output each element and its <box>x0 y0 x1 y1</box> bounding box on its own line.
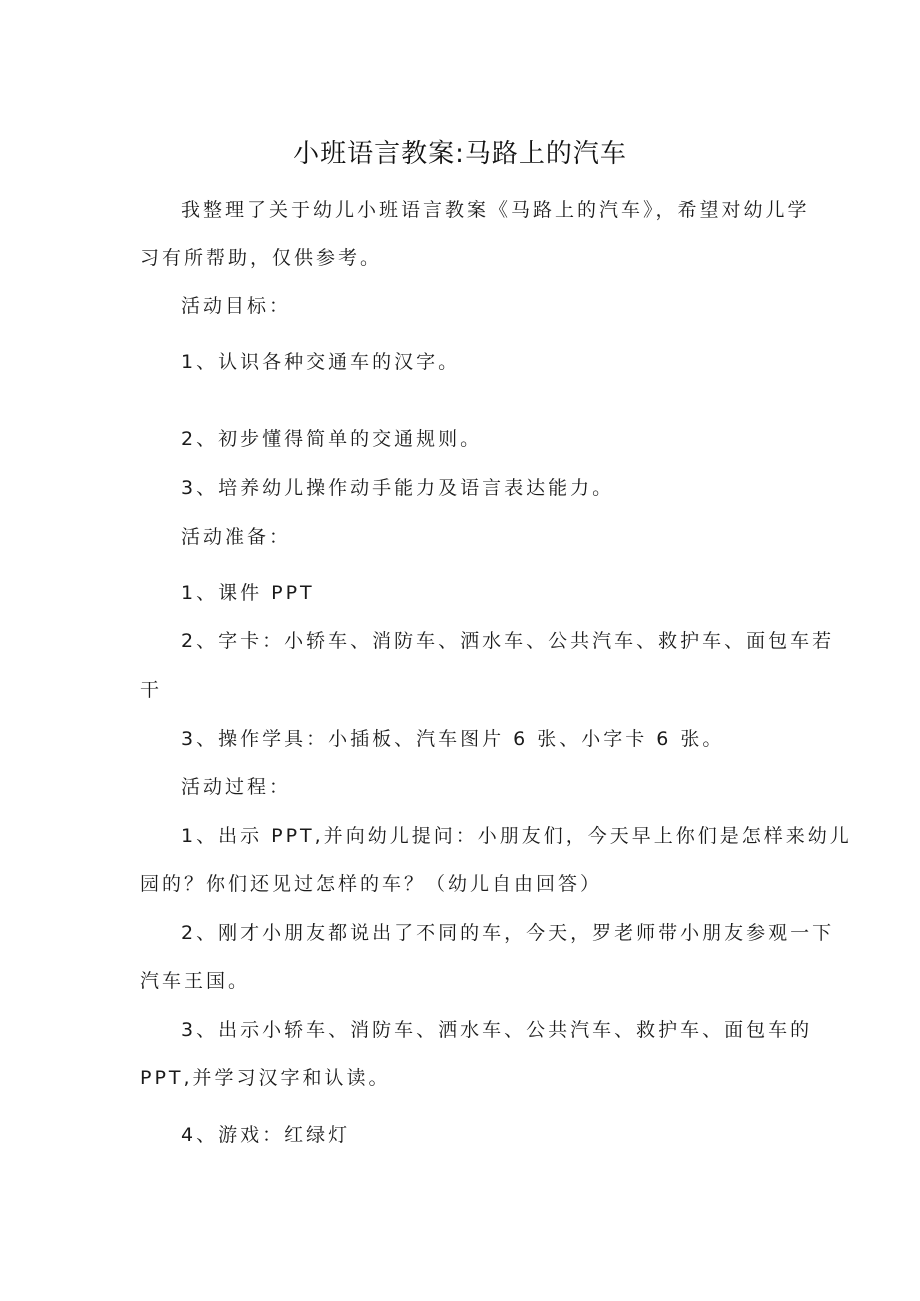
process-step-3-line-2: PPT,并学习汉字和认读。 <box>140 1067 391 1089</box>
process-step-2-line-1: 2、刚才小朋友都说出了不同的车，今天，罗老师带小朋友参观一下 <box>181 922 835 944</box>
preparation-item-2-line-1: 2、字卡：小轿车、消防车、洒水车、公共汽车、救护车、面包车若 <box>181 630 835 652</box>
document-title: 小班语言教案:马路上的汽车 <box>293 139 627 169</box>
process-step-1-line-2: 园的？你们还见过怎样的车？（幼儿自由回答） <box>140 873 603 895</box>
goals-heading: 活动目标： <box>181 295 292 317</box>
process-step-1-line-1: 1、出示 PPT,并向幼儿提问：小朋友们，今天早上你们是怎样来幼儿 <box>181 825 852 847</box>
intro-line-1: 我整理了关于幼儿小班语言教案《马路上的汽车》，希望对幼儿学 <box>181 199 810 221</box>
process-step-4: 4、游戏：红绿灯 <box>181 1124 351 1146</box>
preparation-item-1: 1、课件 PPT <box>181 582 315 604</box>
preparation-item-3: 3、操作学具：小插板、汽车图片 6 张、小字卡 6 张。 <box>181 728 725 750</box>
process-step-3-line-1: 3、出示小轿车、消防车、洒水车、公共汽车、救护车、面包车的 <box>181 1019 813 1041</box>
process-step-2-line-2: 汽车王国。 <box>140 970 251 992</box>
goal-item-2: 2、初步懂得简单的交通规则。 <box>181 428 483 450</box>
preparation-item-2-line-2: 干 <box>140 679 163 701</box>
process-heading: 活动过程： <box>181 776 292 798</box>
goal-item-1: 1、认识各种交通车的汉字。 <box>181 351 461 373</box>
goal-item-3: 3、培养幼儿操作动手能力及语言表达能力。 <box>181 477 615 499</box>
intro-line-2: 习有所帮助，仅供参考。 <box>140 247 383 269</box>
preparation-heading: 活动准备： <box>181 526 292 548</box>
